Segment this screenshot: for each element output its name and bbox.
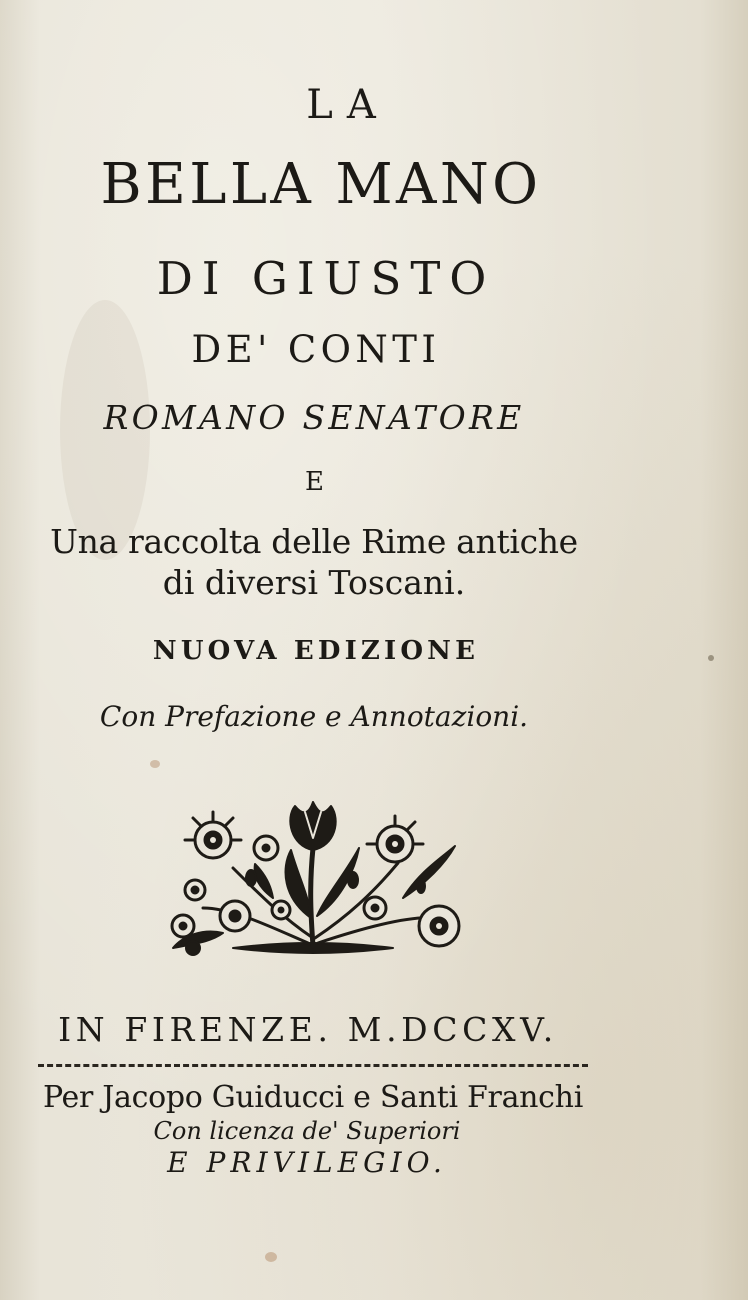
paper-stain <box>150 760 160 768</box>
imprint-place-date: IN FIRENZE. M.DCCXV. <box>58 1010 558 1049</box>
title-line-de-conti: DE' CONTI <box>191 328 441 371</box>
imprint-printers: Per Jacopo Guiducci e Santi Franchi <box>42 1080 583 1115</box>
title-line-toscani: di diversi Toscani. <box>162 563 466 602</box>
title-line-bella-mano: BELLA MANO <box>100 152 542 217</box>
floral-woodcut-icon <box>163 798 469 963</box>
title-line-raccolta: Una raccolta delle Rime antiche <box>50 522 578 561</box>
title-line-e: E <box>304 467 328 497</box>
imprint-rule <box>38 1064 588 1067</box>
imprint-privilege: E PRIVILEGIO. <box>167 1146 447 1179</box>
edition-line: NUOVA EDIZIONE <box>152 636 480 666</box>
paper-stain <box>708 655 714 661</box>
subtitle-line: Con Prefazione e Annotazioni. <box>99 700 529 733</box>
paper-stain <box>265 1252 277 1262</box>
title-line-romano-senatore: ROMANO SENATORE <box>103 398 525 437</box>
title-line-di-giusto: DI GIUSTO <box>156 252 496 305</box>
imprint-licence: Con licenza de' Superiori <box>153 1117 461 1145</box>
title-line-la: LA <box>306 82 390 128</box>
